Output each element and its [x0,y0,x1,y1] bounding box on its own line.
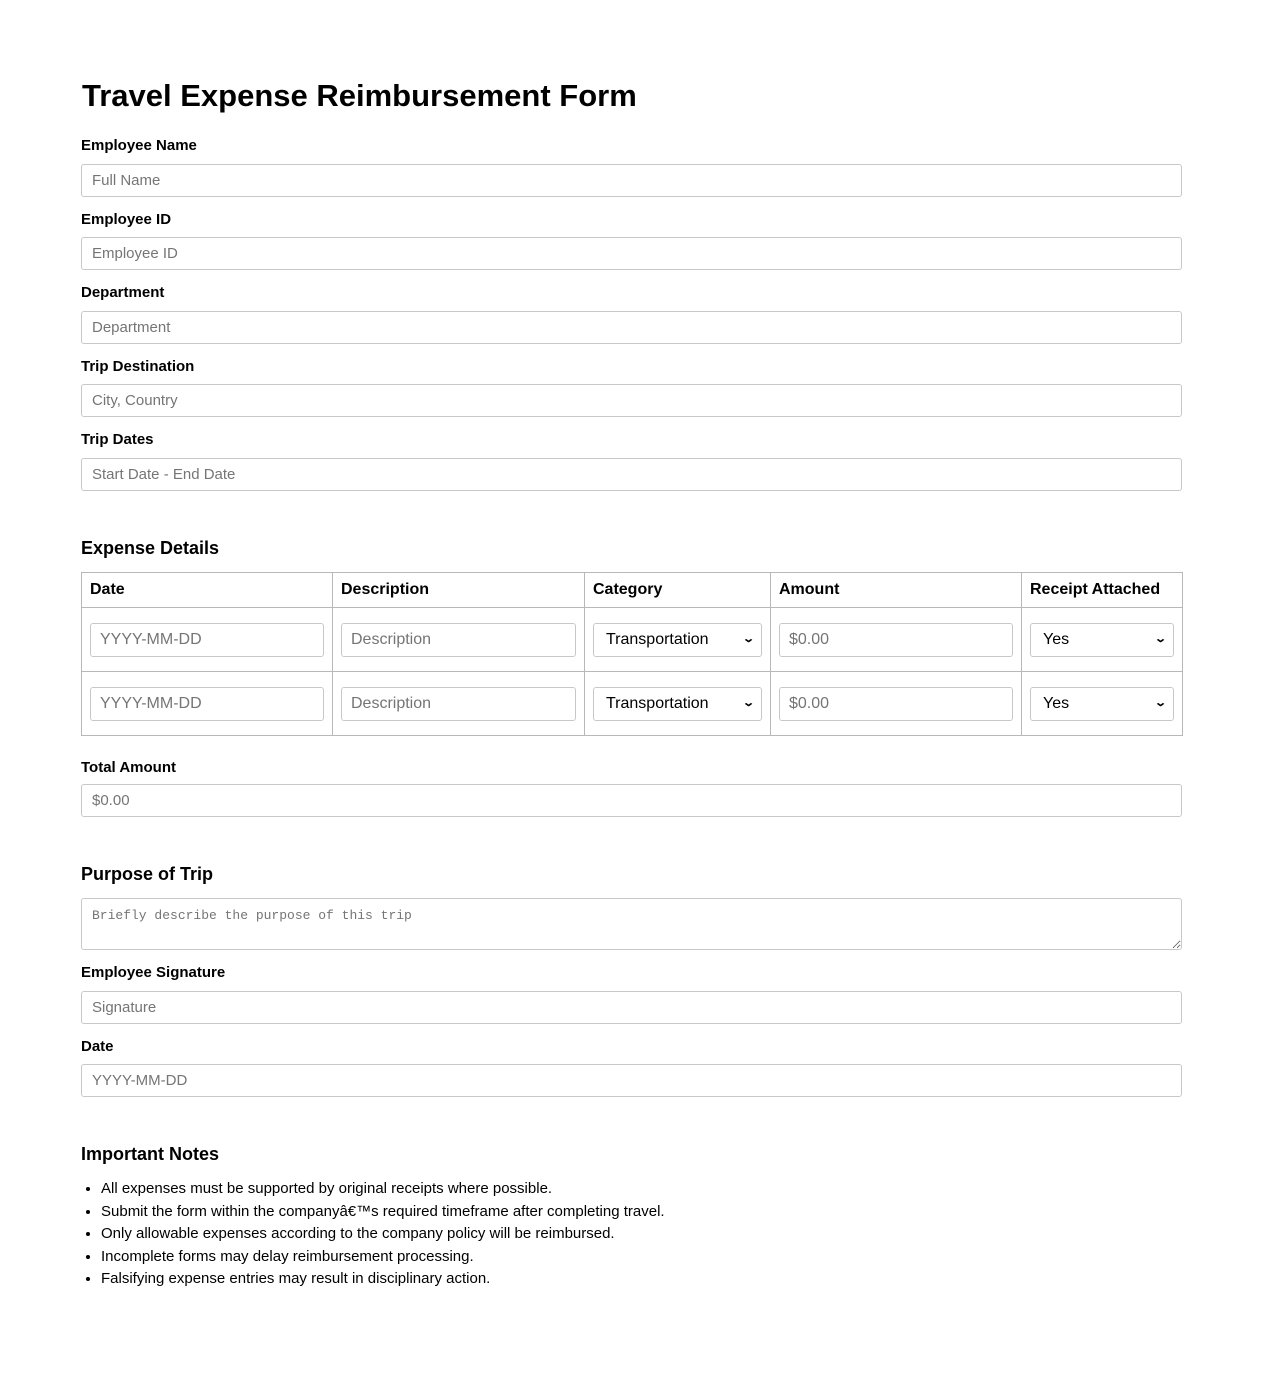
receipt-selected-value: Yes [1043,630,1070,648]
expense-date-input[interactable] [90,687,324,721]
category-cell [585,672,771,736]
list-item: • Submit the form within the companyâ€™s required timeframe after completing travel. [101,1201,665,1224]
date-cell [82,672,333,736]
department-label: Department [81,284,165,301]
category-cell [585,608,771,672]
chevron-down-icon: ⌄ [741,633,755,645]
expense-amount-input[interactable] [779,623,1013,657]
column-header-date: Date [82,573,333,608]
expense-amount-input[interactable] [779,687,1013,721]
list-item: • All expenses must be supported by original receipts where possible. [101,1178,665,1201]
employee-name-input[interactable] [81,164,1182,197]
expense-description-input[interactable] [341,687,576,721]
trip-destination-input[interactable] [81,384,1182,417]
receipt-cell [1022,672,1183,736]
receipt-select[interactable] [1030,623,1174,657]
sign-date-input[interactable] [81,1064,1182,1097]
notes-list [81,1178,665,1291]
description-cell [333,608,585,672]
category-selected-value: Transportation [606,630,709,648]
page-title: Travel Expense Reimbursement Form [82,78,637,113]
total-amount-input[interactable] [81,784,1182,817]
trip-destination-label: Trip Destination [81,358,195,375]
chevron-down-icon: ⌄ [1153,697,1167,709]
department-input[interactable] [81,311,1182,344]
expense-details-heading: Expense Details [81,538,220,558]
amount-cell [771,608,1022,672]
list-item: • Falsifying expense entries may result in disciplinary action. [101,1268,665,1291]
expense-date-input[interactable] [90,623,324,657]
receipt-cell [1022,608,1183,672]
list-item: • Only allowable expenses according to the company policy will be reimbursed. [101,1223,665,1246]
employee-id-label: Employee ID [81,211,172,228]
purpose-textarea[interactable] [81,898,1182,950]
expense-table-header [82,573,1183,608]
expense-table [81,572,1183,736]
table-row [82,608,1183,672]
signature-label: Employee Signature [81,964,226,981]
category-selected-value: Transportation [606,694,709,712]
employee-name-label: Employee Name [81,137,197,154]
total-amount-label: Total Amount [81,759,176,776]
trip-dates-label: Trip Dates [81,431,154,448]
list-item: • Incomplete forms may delay reimbursement processing. [101,1246,665,1269]
chevron-down-icon: ⌄ [741,697,755,709]
table-row [82,672,1183,736]
description-cell [333,672,585,736]
category-select[interactable] [593,623,762,657]
column-header-receipt: Receipt Attached [1022,573,1183,608]
chevron-down-icon: ⌄ [1153,633,1167,645]
column-header-amount: Amount [771,573,1022,608]
signature-input[interactable] [81,991,1182,1024]
sign-date-label: Date [81,1038,114,1055]
purpose-heading: Purpose of Trip [81,864,214,884]
amount-cell [771,672,1022,736]
column-header-category: Category [585,573,771,608]
category-select[interactable] [593,687,762,721]
notes-heading: Important Notes [81,1144,220,1164]
employee-id-input[interactable] [81,237,1182,270]
date-cell [82,608,333,672]
receipt-selected-value: Yes [1043,694,1070,712]
expense-description-input[interactable] [341,623,576,657]
trip-dates-input[interactable] [81,458,1182,491]
column-header-description: Description [333,573,585,608]
receipt-select[interactable] [1030,687,1174,721]
